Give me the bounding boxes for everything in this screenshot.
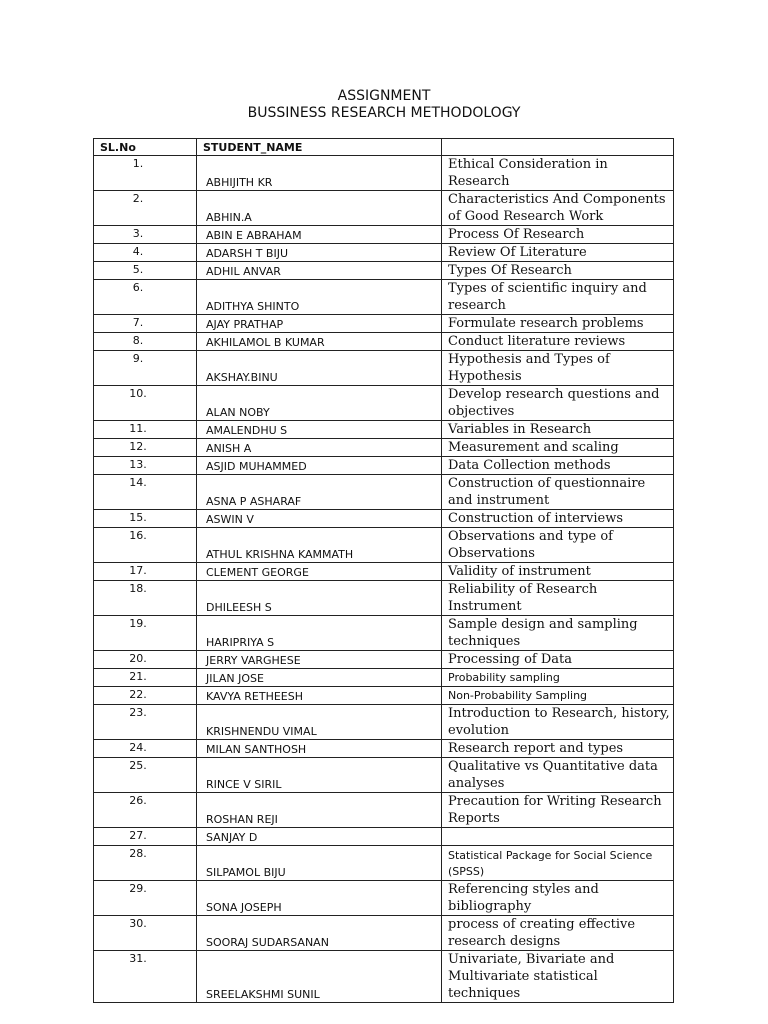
serial-number-cell: 21.: [94, 669, 197, 687]
serial-number-cell: 11.: [94, 421, 197, 439]
student-name-cell: ADHIL ANVAR: [197, 262, 442, 280]
table-row: [94, 262, 674, 280]
table-row: [94, 457, 674, 475]
serial-number-cell: 25.: [94, 758, 197, 793]
serial-number-cell: 13.: [94, 457, 197, 475]
table-row: [94, 793, 674, 828]
table-row: [94, 226, 674, 244]
student-name-cell: AKSHAY.BINU: [197, 351, 442, 386]
table-row: [94, 315, 674, 333]
serial-number-cell: 3.: [94, 226, 197, 244]
serial-number-cell: 30.: [94, 916, 197, 951]
student-name-cell: DHILEESH S: [197, 581, 442, 616]
table-header-row: [94, 139, 674, 156]
student-name-cell: ABIN E ABRAHAM: [197, 226, 442, 244]
topic-cell: Characteristics And Components of Good Research Work: [442, 191, 674, 226]
table-row: [94, 846, 674, 881]
table-row: [94, 828, 674, 846]
topic-cell: Formulate research problems: [442, 315, 674, 333]
student-name-cell: SOORAJ SUDARSANAN: [197, 916, 442, 951]
topic-cell: Reliability of Research Instrument: [442, 581, 674, 616]
serial-number-cell: 29.: [94, 881, 197, 916]
topic-cell: Validity of instrument: [442, 563, 674, 581]
table-row: [94, 191, 674, 226]
serial-number-cell: 22.: [94, 687, 197, 705]
topic-cell: Variables in Research: [442, 421, 674, 439]
student-name-cell: ANISH A: [197, 439, 442, 457]
topic-cell: Univariate, Bivariate and Multivariate statistical techniques: [442, 951, 674, 1003]
table-row: [94, 687, 674, 705]
serial-number-cell: 20.: [94, 651, 197, 669]
student-name-cell: ABHIN.A: [197, 191, 442, 226]
table-row: [94, 351, 674, 386]
topic-cell: Statistical Package for Social Science (SPSS): [442, 846, 674, 881]
student-name-cell: ADARSH T BIJU: [197, 244, 442, 262]
student-name-cell: ATHUL KRISHNA KAMMATH: [197, 528, 442, 563]
student-name-cell: ROSHAN REJI: [197, 793, 442, 828]
serial-number-cell: 27.: [94, 828, 197, 846]
topic-cell: Research report and types: [442, 740, 674, 758]
serial-number-cell: 31.: [94, 951, 197, 1003]
topic-cell: Precaution for Writing Research Reports: [442, 793, 674, 828]
student-name-cell: AJAY PRATHAP: [197, 315, 442, 333]
serial-number-cell: 7.: [94, 315, 197, 333]
topic-cell: Probability sampling: [442, 669, 674, 687]
student-name-cell: ASNA P ASHARAF: [197, 475, 442, 510]
table-row: [94, 951, 674, 1003]
topic-cell: Processing of Data: [442, 651, 674, 669]
student-name-cell: JILAN JOSE: [197, 669, 442, 687]
table-row: [94, 669, 674, 687]
student-name-cell: ALAN NOBY: [197, 386, 442, 421]
topic-cell: Sample design and sampling techniques: [442, 616, 674, 651]
serial-number-cell: 19.: [94, 616, 197, 651]
column-header-sl-no: SL.No: [94, 139, 197, 156]
student-name-cell: SANJAY D: [197, 828, 442, 846]
table-row: [94, 386, 674, 421]
serial-number-cell: 6.: [94, 280, 197, 315]
assignment-table: [93, 138, 674, 1003]
student-name-cell: ASWIN V: [197, 510, 442, 528]
topic-cell: Types of scientific inquiry and research: [442, 280, 674, 315]
serial-number-cell: 16.: [94, 528, 197, 563]
serial-number-cell: 26.: [94, 793, 197, 828]
student-name-cell: SREELAKSHMI SUNIL: [197, 951, 442, 1003]
serial-number-cell: 5.: [94, 262, 197, 280]
topic-cell: Qualitative vs Quantitative data analyses: [442, 758, 674, 793]
table-row: [94, 740, 674, 758]
table-row: [94, 651, 674, 669]
table-row: [94, 333, 674, 351]
serial-number-cell: 28.: [94, 846, 197, 881]
table-body: [94, 156, 674, 1003]
serial-number-cell: 18.: [94, 581, 197, 616]
topic-cell: Types Of Research: [442, 262, 674, 280]
topic-cell: Ethical Consideration in Research: [442, 156, 674, 191]
table-row: [94, 881, 674, 916]
serial-number-cell: 17.: [94, 563, 197, 581]
student-name-cell: HARIPRIYA S: [197, 616, 442, 651]
serial-number-cell: 24.: [94, 740, 197, 758]
table-row: [94, 439, 674, 457]
topic-cell: process of creating effective research designs: [442, 916, 674, 951]
serial-number-cell: 12.: [94, 439, 197, 457]
topic-cell: Referencing styles and bibliography: [442, 881, 674, 916]
table-row: [94, 758, 674, 793]
topic-cell: Observations and type of Observations: [442, 528, 674, 563]
student-name-cell: ADITHYA SHINTO: [197, 280, 442, 315]
student-name-cell: KAVYA RETHEESH: [197, 687, 442, 705]
table-row: [94, 916, 674, 951]
student-name-cell: AKHILAMOL B KUMAR: [197, 333, 442, 351]
student-name-cell: MILAN SANTHOSH: [197, 740, 442, 758]
student-name-cell: SILPAMOL BIJU: [197, 846, 442, 881]
column-header-topic: [442, 139, 674, 156]
table-row: [94, 581, 674, 616]
topic-cell: Develop research questions and objectives: [442, 386, 674, 421]
student-name-cell: JERRY VARGHESE: [197, 651, 442, 669]
serial-number-cell: 8.: [94, 333, 197, 351]
topic-cell: Measurement and scaling: [442, 439, 674, 457]
serial-number-cell: 10.: [94, 386, 197, 421]
student-name-cell: RINCE V SIRIL: [197, 758, 442, 793]
column-header-student-name: STUDENT_NAME: [197, 139, 442, 156]
student-name-cell: ABHIJITH KR: [197, 156, 442, 191]
topic-cell: Hypothesis and Types of Hypothesis: [442, 351, 674, 386]
student-name-cell: ASJID MUHAMMED: [197, 457, 442, 475]
table-row: [94, 705, 674, 740]
table-row: [94, 510, 674, 528]
topic-cell: Construction of interviews: [442, 510, 674, 528]
table-row: [94, 563, 674, 581]
table-row: [94, 616, 674, 651]
document-subtitle: BUSSINESS RESEARCH METHODOLOGY: [247, 105, 521, 121]
topic-cell: Data Collection methods: [442, 457, 674, 475]
table-row: [94, 475, 674, 510]
document-title: ASSIGNMENT: [337, 88, 431, 104]
table-row: [94, 244, 674, 262]
table-row: [94, 156, 674, 191]
topic-cell: Introduction to Research, history, evolution: [442, 705, 674, 740]
serial-number-cell: 15.: [94, 510, 197, 528]
topic-cell: Construction of questionnaire and instrument: [442, 475, 674, 510]
serial-number-cell: 14.: [94, 475, 197, 510]
topic-cell: Review Of Literature: [442, 244, 674, 262]
serial-number-cell: 4.: [94, 244, 197, 262]
serial-number-cell: 9.: [94, 351, 197, 386]
table-row: [94, 528, 674, 563]
topic-cell: [442, 828, 674, 846]
student-name-cell: AMALENDHU S: [197, 421, 442, 439]
table-row: [94, 280, 674, 315]
student-name-cell: SONA JOSEPH: [197, 881, 442, 916]
serial-number-cell: 23.: [94, 705, 197, 740]
student-name-cell: KRISHNENDU VIMAL: [197, 705, 442, 740]
topic-cell: Conduct literature reviews: [442, 333, 674, 351]
topic-cell: Process Of Research: [442, 226, 674, 244]
table-row: [94, 421, 674, 439]
student-name-cell: CLEMENT GEORGE: [197, 563, 442, 581]
serial-number-cell: 1.: [94, 156, 197, 191]
topic-cell: Non-Probability Sampling: [442, 687, 674, 705]
serial-number-cell: 2.: [94, 191, 197, 226]
